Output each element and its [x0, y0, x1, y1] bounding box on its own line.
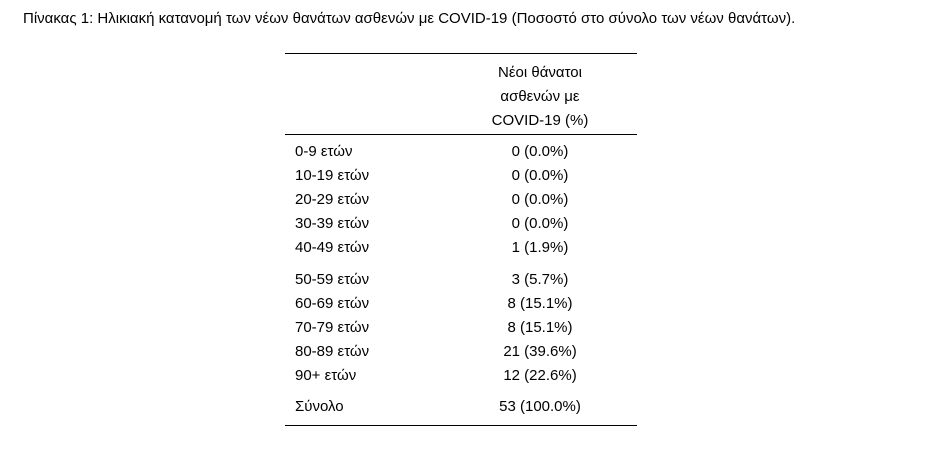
table-row: [285, 236, 637, 260]
deaths-value: 21 (39.6%): [503, 343, 577, 360]
column-header-line-3: COVID-19 (%): [491, 112, 589, 129]
column-header-line-2: ασθενών με: [500, 88, 580, 105]
age-group-label: 60-69 ετών: [295, 295, 370, 312]
table-row: [285, 212, 637, 236]
total-spacer: [285, 388, 637, 395]
deaths-value: 0 (0.0%): [511, 143, 569, 160]
age-group-label: 10-19 ετών: [295, 167, 370, 184]
total-label: Σύνολο: [295, 398, 344, 415]
table-row: [285, 188, 637, 212]
table-row: [285, 140, 637, 164]
deaths-value: 8 (15.1%): [507, 295, 573, 312]
table-body: [285, 135, 637, 425]
table-caption: Πίνακας 1: Ηλικιακή κατανομή των νέων θανάτων ασθενών με COVID-19 (Ποσοστό στο σύνολο των νέων θανάτων).: [23, 10, 796, 27]
table-row: [285, 340, 637, 364]
deaths-value: 1 (1.9%): [511, 239, 569, 256]
total-value: 53 (100.0%): [499, 398, 581, 415]
column-header-new-deaths: [462, 61, 618, 133]
age-group-label: 90+ ετών: [295, 367, 357, 384]
column-header-line-1: Νέοι θάνατοι: [498, 64, 582, 81]
table-row: [285, 268, 637, 292]
deaths-value: 0 (0.0%): [511, 215, 569, 232]
age-group-label: 80-89 ετών: [295, 343, 370, 360]
age-group-label: 40-49 ετών: [295, 239, 370, 256]
table-bottom-rule: [285, 425, 637, 426]
deaths-value: 0 (0.0%): [511, 191, 569, 208]
deaths-value: 8 (15.1%): [507, 319, 573, 336]
table-row: [285, 292, 637, 316]
age-group-label: 30-39 ετών: [295, 215, 370, 232]
table-header: [285, 54, 637, 134]
table-row: [285, 364, 637, 388]
age-group-label: 0-9 ετών: [295, 143, 353, 160]
row-group-spacer: [285, 260, 637, 268]
total-row: [285, 395, 637, 419]
table-row: [285, 316, 637, 340]
table-row: [285, 164, 637, 188]
age-group-label: 70-79 ετών: [295, 319, 370, 336]
deaths-by-age-table: [285, 53, 637, 426]
age-group-label: 20-29 ετών: [295, 191, 370, 208]
deaths-value: 0 (0.0%): [511, 167, 569, 184]
deaths-value: 12 (22.6%): [503, 367, 577, 384]
age-group-label: 50-59 ετών: [295, 271, 370, 288]
deaths-value: 3 (5.7%): [511, 271, 569, 288]
